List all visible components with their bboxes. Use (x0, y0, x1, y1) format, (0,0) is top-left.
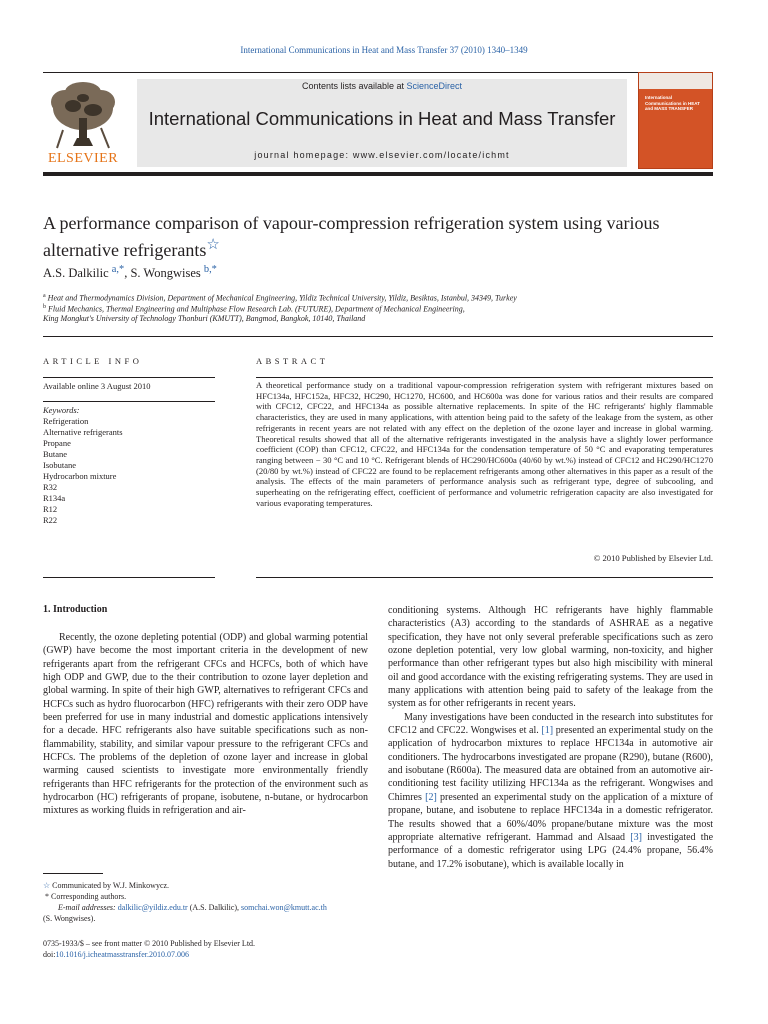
body-column-right (388, 604, 713, 930)
body-paragraph: conditioning systems. Although HC refrigerants have highly flammable characteristics (A3) according to the standards of ASHRAE as a negative specification, they have not only several preferable specifications such as zero ozone depletion potential, very low global warming, non-toxicity, and higher performance than other refrigerant types but also high miscibility with mineral oil and good accordance with the existing refrigerating systems. They are used in many applications with attention being paid to safety of the leakage from the system as for other refrigerants in recent years. (388, 605, 713, 710)
masthead-thick-rule (43, 172, 713, 176)
abstract-copyright: © 2010 Published by Elsevier Ltd. (593, 553, 713, 563)
reference-link[interactable]: [3] (630, 831, 642, 843)
publisher-name: ELSEVIER (47, 151, 119, 166)
body-column-left (43, 631, 368, 871)
top-rule (43, 72, 713, 73)
keyword-item: R32 (43, 482, 58, 492)
contents-prefix: Contents lists available at (301, 81, 407, 91)
body-paragraph: Recently, the ozone depleting potential (ODP) and global warming potential (GWP) have become the most important criteria in the development of new refrigerants apart from the refrigerant CFCs and HCFCs, both of which have high ODP and GWP, due to the their contribution to ozone layer depletion and global warming. In spite of their high GWP, alternatives to refrigerant CFCs and HCFCs such as hydro fluorocarbon (HFC) refrigerants with their zero ODP have been preferred for use in many industrial and domestic applications intensively for a decade. HFC refrigerants also have suitable specifications such as non-flammability, stability, and similar vapour pressure to the refrigerant CFCs and HCFCs. The problems of the depletion of ozone layer and increase in global warming caused scientists to investigate more environmentally friendly refrigerants than HFC refrigerants for the protection of the environment such as hydrocarbon (HC) refrigerants of propane, isobutene, n-butane, or hydrocarbon mixtures as working fluids in refrigeration and air- (43, 632, 368, 817)
abstract-heading: ABSTRACT (256, 356, 329, 366)
footnote-corresponding: * Corresponding authors. (45, 892, 127, 901)
keyword-item: Hydrocarbon mixture (43, 471, 117, 481)
affiliation-b-cont: King Mongkut's University of Technology Thonburi (KMUTT), Bangmod, Bangkok, 10140, Thailand (43, 314, 366, 323)
keyword-item: R12 (43, 504, 58, 514)
front-matter-line: 0735-1933/$ – see front matter © 2010 Published by Elsevier Ltd. (43, 939, 256, 948)
sciencedirect-link[interactable]: ScienceDirect (406, 81, 463, 91)
journal-cover-thumbnail (638, 72, 713, 169)
abstract-rule (256, 377, 713, 378)
keyword-item: R22 (43, 515, 58, 525)
reference-link[interactable]: [2] (425, 791, 437, 803)
keyword-item: Butane (43, 449, 68, 459)
title-footnote-star-icon[interactable]: ☆ (206, 237, 220, 253)
article-info-heading: ARTICLE INFO (43, 356, 143, 366)
keyword-item: Alternative refrigerants (43, 427, 123, 437)
author-affiliation-marker[interactable]: b,* (203, 264, 217, 275)
email-link[interactable]: dalkilic@yildiz.edu.tr (117, 903, 188, 912)
affiliation-rule (43, 336, 713, 337)
doi-line: doi:10.1016/j.icheatmasstransfer.2010.07.006 (43, 949, 189, 959)
journal-citation[interactable]: International Communications in Heat and Mass Transfer 37 (2010) 1340–1349 (240, 45, 528, 55)
available-online: Available online 3 August 2010 (43, 381, 151, 391)
reference-link[interactable]: [1] (541, 725, 554, 737)
star-icon: ☆ (43, 881, 51, 890)
affiliation-a: $^a$ Heat and Thermodynamics Division, Department of Mechanical Engineering, Yildiz Technical University, Yildiz, Besiktas, Istanbul, 34349, Turkey (43, 293, 517, 303)
keyword-list (43, 416, 215, 526)
body-paragraph: Many investigations have been conducted in the research into substitutes for CFC12 and CFC22. Wongwises et al. [1] presented an experimental study on the application of hydrocarbon mixtures to replace HFC134a in automotive air conditioners. The hydrocarbons investigated are propane (R290), butane (R600), and isobutane (R600a). The measured data are obtained from an automotive air-conditioning test facility utilizing HFC134a as the refrigerant. Wongwises and Chimres [2] presented an experimental study on the application of a mixture of propane, butane, and isobutene to replace HFC134a in a domestic refrigerator. The results showed that a 60%/40% propane/butane mixture was the most appropriate alternative refrigerant. Hammad and Alsaad [3] investigated the performance of a domestic refrigerator using LPG (24.4% propane, 56.4% butane, and 17.2% isobutane), which is available locally in (388, 711, 713, 870)
contents-line (137, 81, 627, 91)
author-name: S. Wongwises (130, 266, 201, 281)
footnote-emails: E-mail addresses: dalkilic@yildiz.edu.tr (A.S. Dalkilic), somchai.won@kmutt.ac.th (58, 903, 327, 912)
cover-strip (639, 73, 712, 89)
section-heading-introduction: 1. Introduction (43, 604, 108, 615)
affiliation-b: $^b$ Fluid Mechanics, Thermal Engineering and Multiphase Flow Research Lab. (FUTURE), Department of Mechanical Engineering, (43, 304, 465, 314)
footnote-communicated: ☆ Communicated by W.J. Minkowycz. (43, 881, 170, 890)
front-matter (43, 939, 373, 960)
journal-homepage[interactable]: journal homepage: www.elsevier.com/locate/ichmt (254, 150, 510, 160)
keywords-label: Keywords: (43, 405, 80, 415)
keyword-item: Isobutane (43, 460, 77, 470)
article-info-rule (43, 401, 215, 402)
journal-title: International Communications in Heat and Mass Transfer (148, 108, 616, 129)
footnote-rule (43, 873, 103, 874)
author-affiliation-marker[interactable]: a,* (111, 264, 125, 275)
keyword-item: R134a (43, 493, 66, 503)
abstract-rule (256, 577, 713, 578)
article-info-rule (43, 377, 215, 378)
author-name: A.S. Dalkilic (43, 266, 109, 281)
asterisk-icon: * (45, 892, 49, 901)
email-link[interactable]: somchai.won@kmutt.ac.th (241, 903, 327, 912)
abstract-text: A theoretical performance study on a traditional vapour-compression refrigeration system with refrigerant mixtures based on HFC134a, HFC152a, HFC32, HC290, HC1270, HC600, and HC600a was done for various ratios and their results are compared with CFC12, CFC22, and HFC134a as possible alternative replacements. In spite of the HC refrigerants' highly flammable characteristics, they are used in many applications, with attention being paid to the safety of the leakage from the system, as other refrigerants in recent years are not related with any effect on the depletion of the ozone layer and increase in global warming. Theoretical results showed that all of the alternative refrigerants investigated in the analysis have a slightly lower performance coefficient (COP) than CFC12, CFC22, and HFC134a for the condensation temperature of 50 °C and evaporating temperatures ranging between − 30 °C and 10 °C. Refrigerant blends of HC290/HC600a (40/60 by wt.%) instead of CFC12 and HC290/HC1270 (20/80 by wt.%) instead of CFC22 are found to be replacement refrigerants among other alternatives in this paper as a result of the analysis. The effects of the main parameters of performance analysis such as refrigerant type, degree of subcooling, and superheating on the refrigerating effect, coefficient of performance and volumetric refrigeration capacity are also investigated for various evaporating temperatures. (256, 380, 713, 508)
article-info-rule (43, 577, 215, 578)
paper-title (43, 212, 713, 261)
paper-title-text: A performance comparison of vapour-compression refrigeration system using various alternative refrigerants (43, 213, 660, 260)
footnote-email-owner: (S. Wongwises). (43, 914, 96, 923)
keyword-item: Propane (43, 438, 71, 448)
doi-link[interactable]: 10.1016/j.icheatmasstransfer.2010.07.006 (55, 949, 189, 959)
keyword-item: Refrigeration (43, 416, 89, 426)
author-list: A.S. Dalkilic $^{a,*}$, S. Wongwises $^{b,*}$ (43, 264, 217, 281)
cover-title: International Communications in HEAT and MASS TRANSFER (645, 95, 700, 111)
